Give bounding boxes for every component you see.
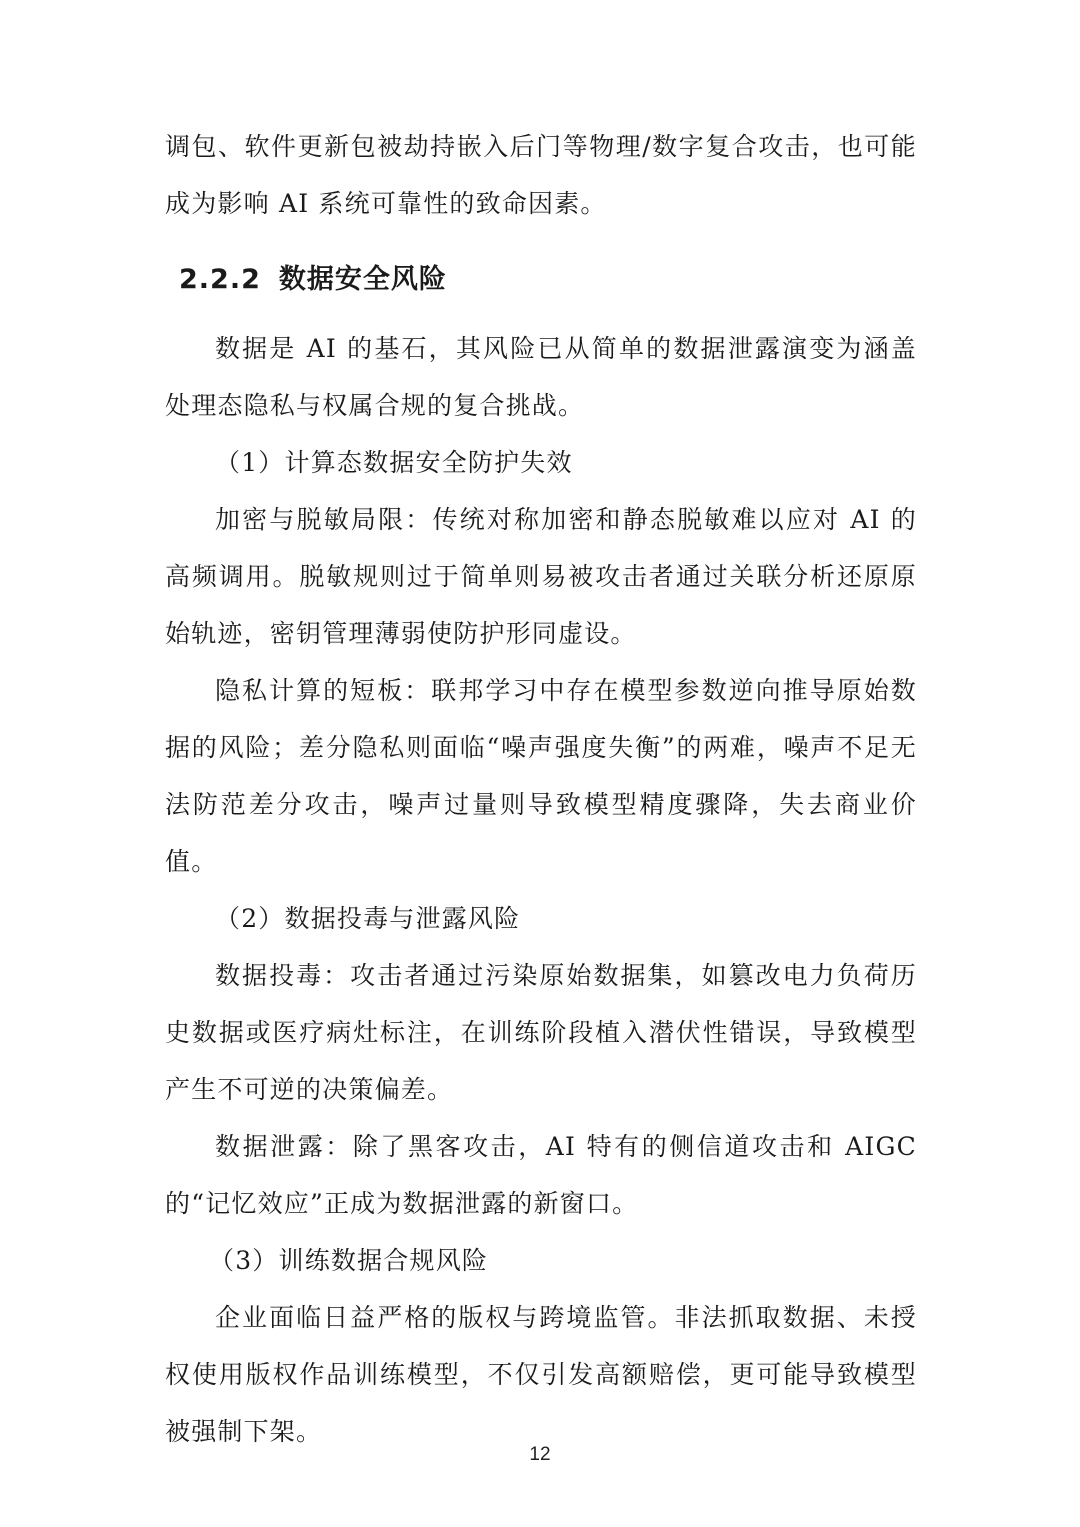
subsection-2-heading: （2）数据投毒与泄露风险 xyxy=(215,904,521,933)
page-content xyxy=(165,118,917,1460)
subsection-1-paragraph-2: 隐私计算的短板：联邦学习中存在模型参数逆向推导原始数据的风险；差分隐私则面临“噪声强度失衡”的两难，噪声不足无法防范差分攻击，噪声过量则导致模型精度骤降，失去商业价值。 xyxy=(165,676,917,876)
subsection-1-paragraph-1: 加密与脱敏局限：传统对称加密和静态脱敏难以应对 AI 的高频调用。脱敏规则过于简单则易被攻击者通过关联分析还原原始轨迹，密钥管理薄弱使防护形同虚设。 xyxy=(165,505,917,648)
section-title: 数据安全风险 xyxy=(278,264,447,295)
section-number: 2.2.2 xyxy=(179,264,261,295)
continuation-paragraph: 调包、软件更新包被劫持嵌入后门等物理/数字复合攻击，也可能成为影响 AI 系统可靠性的致命因素。 xyxy=(165,132,917,218)
subsection-3-heading: （3）训练数据合规风险 xyxy=(209,1246,489,1275)
subsection-3-paragraph-1: 企业面临日益严格的版权与跨境监管。非法抓取数据、未授权使用版权作品训练模型，不仅引发高额赔偿，更可能导致模型被强制下架。 xyxy=(165,1303,917,1446)
subsection-1-heading: （1）计算态数据安全防护失效 xyxy=(215,448,573,477)
section-heading xyxy=(179,260,917,300)
page-number: 12 xyxy=(529,1444,551,1465)
intro-paragraph: 数据是 AI 的基石，其风险已从简单的数据泄露演变为涵盖处理态隐私与权属合规的复合挑战。 xyxy=(165,334,917,420)
subsection-2-paragraph-1: 数据投毒：攻击者通过污染原始数据集，如篡改电力负荷历史数据或医疗病灶标注，在训练阶段植入潜伏性错误，导致模型产生不可逆的决策偏差。 xyxy=(165,961,917,1104)
subsection-2-paragraph-2: 数据泄露：除了黑客攻击，AI 特有的侧信道攻击和 AIGC 的“记忆效应”正成为数据泄露的新窗口。 xyxy=(165,1132,917,1218)
